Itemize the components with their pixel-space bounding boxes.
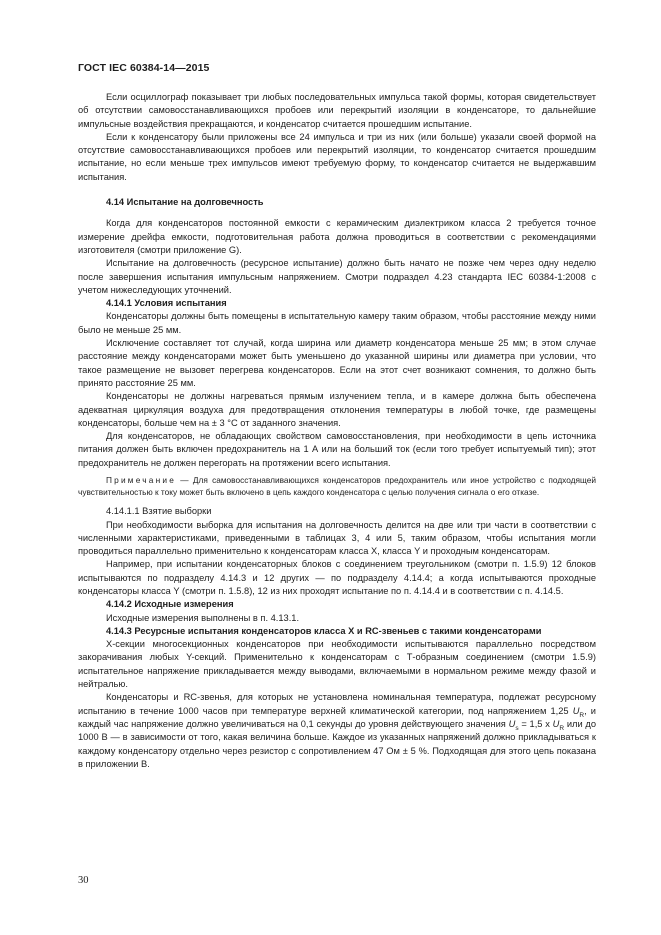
note-text: — Для самовосстанавливающихся конденсаторов предохранитель или иное устройство с подходящей чувствительностью к току может быть включено в цепь каждого конденсатора с целью получения сигнала о его отказе. [78, 475, 596, 497]
document-body [78, 91, 596, 771]
section-4-14-paragraph-1: Когда для конденсаторов постоянной емкости с керамическим диэлектриком класса 2 требуется точное измерение дрейфа емкости, подготовительная работа должна проводиться в соответствии с рекомендациями изготовителя (смотри приложение G). [78, 218, 596, 255]
section-4-14-1-paragraph-4: Для конденсаторов, не обладающих свойством самовосстановления, при необходимости в цепь источника питания должен быть включен предохранитель на 1 А или на больший ток (если того требует испытуемый тип); этот предохранитель не должен перегорать на протяжении всего испытания. [78, 431, 596, 468]
section-4-14-paragraph-2: Испытание на долговечность (ресурсное испытание) должно быть начато не позже чем через одну неделю после завершения испытания импульсным напряжением. Смотри подраздел 4.23 стандарта IEC 60384-1:2008 с учетом нижеследующих уточнений. [78, 258, 596, 295]
section-4-14-3-paragraph-1: X-секции многосекционных конденсаторов при необходимости испытываются параллельно посредством закорачивания любых Y-секций. Применительно к конденсаторам с Т-образным соединением (смотри 1.5.9) испытательное напряжение прикладывается между выводами, включаемыми в нормальном режиме между фазой и нейтралью. [78, 639, 596, 690]
intro-paragraph-1: Если осциллограф показывает три любых последовательных импульса такой формы, которая свидетельствует об отсутствии самовосстанавливающихся пробоев или перекрытий изоляции в конденсаторе, то дальнейшие импульсные воздействия прекращаются, и конденсатор считается прошедшим испытание. [78, 92, 596, 129]
note [78, 475, 596, 498]
section-4-14-1-heading: 4.14.1 Условия испытания [106, 298, 227, 309]
section-4-14-heading: 4.14 Испытание на долговечность [106, 197, 264, 208]
standard-header: ГОСТ IEC 60384-14—2015 [78, 62, 210, 74]
section-4-14-1-paragraph-2: Исключение составляет тот случай, когда ширина или диаметр конденсатора меньше 25 мм; в этом случае расстояние между конденсаторами может быть уменьшено до указанной ширины или диаметра при условии, что такое размещение не вызовет перегрева конденсаторов. Если на этот счет возникают сомнения, то должно быть принято расстояние 25 мм. [78, 338, 596, 388]
section-4-14-1-paragraph-3: Конденсаторы не должны нагреваться прямым излучением тепла, и в камере должна быть обеспечена адекватная циркуляция воздуха для предотвращения отклонения температуры в любой точке, где размещены конденсаторы, больше чем на ± 3 °С от заданного значения. [78, 391, 596, 428]
section-4-14-1-1-heading: 4.14.1.1 Взятие выборки [106, 506, 212, 517]
section-4-14-3-paragraph-2: Конденсаторы и RC-звенья, для которых не установлена номинальная температура, подлежат ресурсному испытанию в течение 1000 часов при температуре верхней климатической категории, под напряжением 1,25 $U_R$, и каждый час напряжение должно увеличиваться на 0,1 секунды до уровня действующего значения $U_s = 1,5$ x $U_R$ или до 1000 В — в зависимости от того, какая величина больше. Каждое из указанных напряжений должно прикладываться к каждому конденсатору отдельно через резистор с сопротивлением 47 Ом ± 5 %. Подходящая для этого цепь показана в приложении В. [78, 692, 596, 769]
page-number: 30 [78, 875, 89, 886]
section-4-14-1-1-paragraph-2: Например, при испытании конденсаторных блоков с соединением треугольником (смотри п. 1.5.9) 12 блоков испытываются по подразделу 4.14.3 и 12 других — по подразделу 4.14.4; а когда испытываются проходные конденсаторы класса Y (смотри п. 1.5.8), 12 из них проходят испытание по п. 4.14.4 и в соответствии с п. 4.14.5. [78, 559, 596, 596]
intro-paragraph-2: Если к конденсатору были приложены все 24 импульса и три из них (или больше) указали своей формой на отсутствие самовосстанавливающихся пробоев или перекрытий изоляции, то конденсатор считается прошедшим испытание, но если меньше трех импульсов имеют требуемую форму, то конденсатор считается не выдержавшим испытания. [78, 131, 596, 182]
note-label: Примечание [106, 475, 177, 486]
section-4-14-2-heading: 4.14.2 Исходные измерения [106, 599, 234, 610]
section-4-14-1-paragraph-1: Конденсаторы должны быть помещены в испытательную камеру таким образом, чтобы расстояние между ними было не меньше 25 мм. [78, 311, 596, 335]
section-4-14-2-paragraph-1: Исходные измерения выполнены в п. 4.13.1. [106, 612, 300, 623]
section-4-14-3-heading: 4.14.3 Ресурсные испытания конденсаторов класса X и RC-звеньев с такими конденсаторами [106, 625, 542, 636]
section-4-14-1-1-paragraph-1: При необходимости выборка для испытания на долговечность делится на две или три части в соответствии с численными характеристиками, приведенными в таблицах 3, 4 или 5, таким образом, чтобы испытания могли проводиться параллельно применительно к конденсаторам класса X, класса Y и проходным конденсаторам. [78, 519, 596, 557]
